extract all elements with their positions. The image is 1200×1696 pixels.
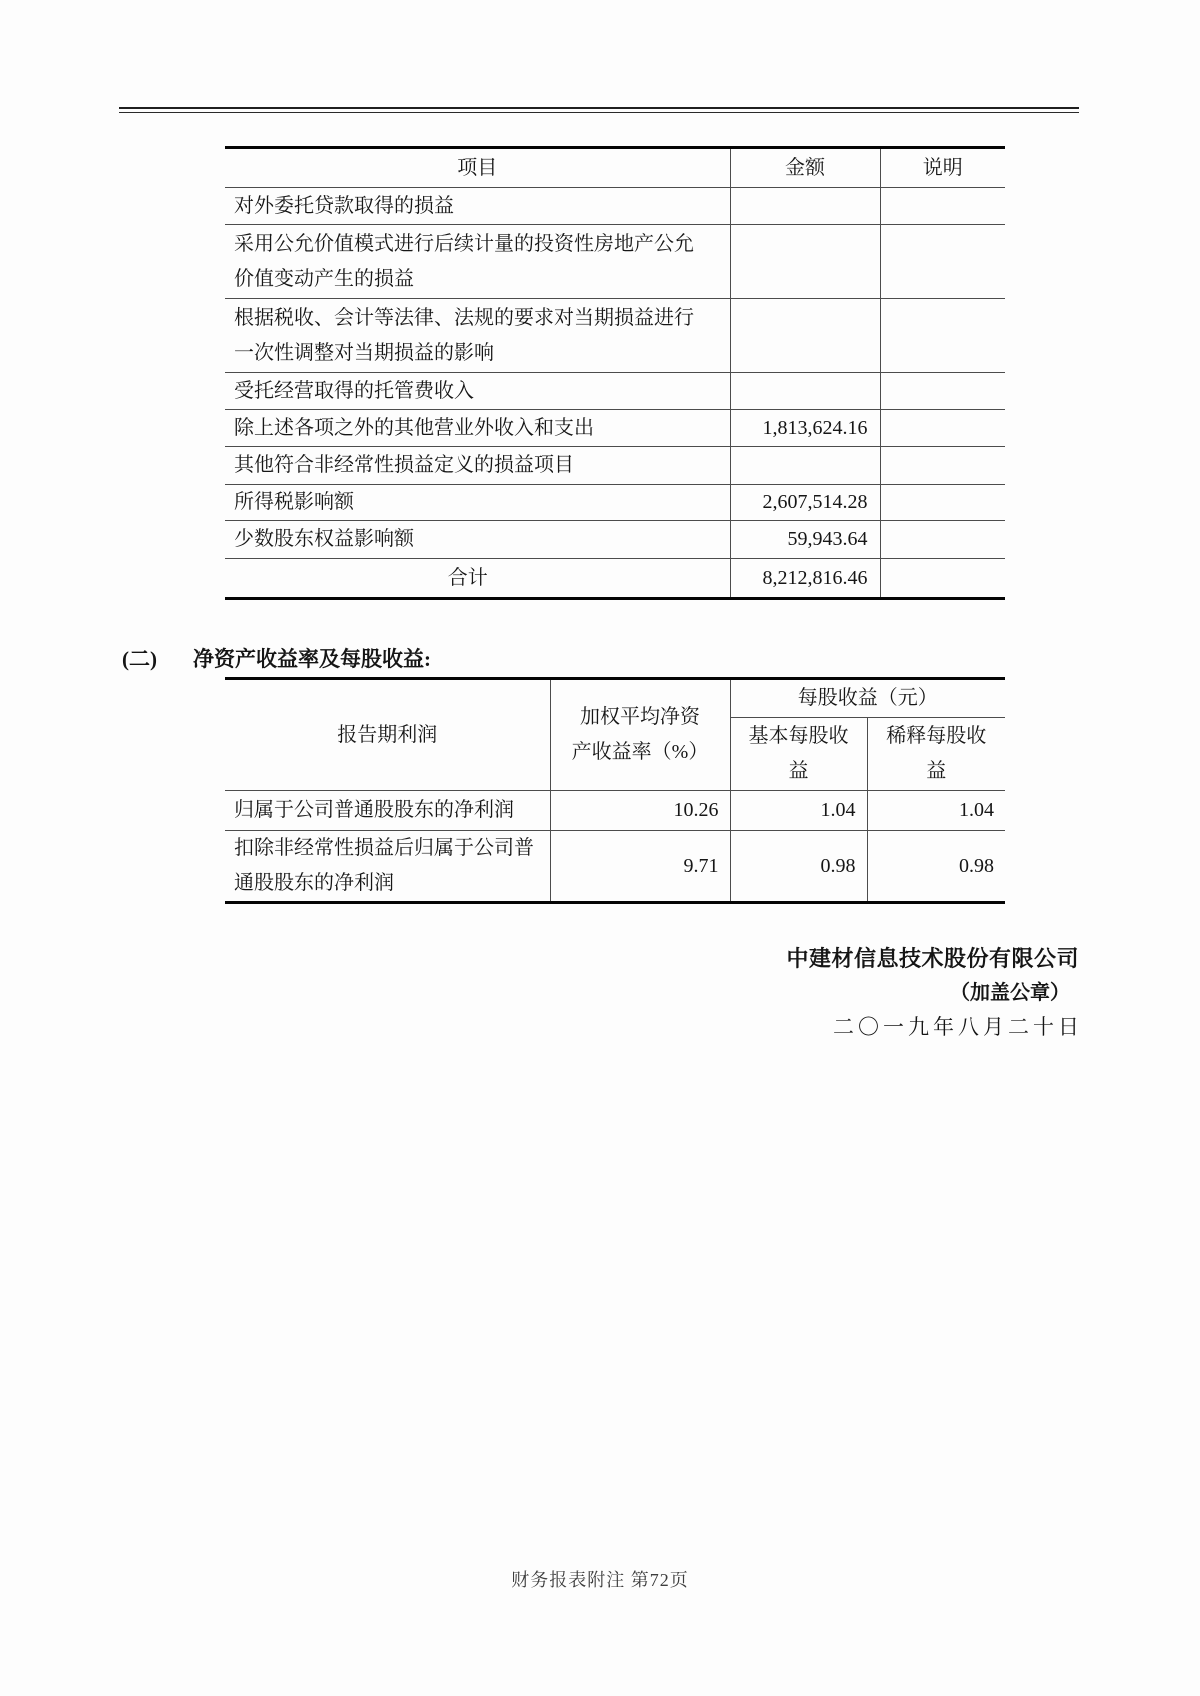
row-note [880, 410, 1005, 447]
row-item-label: 其他符合非经常性损益定义的损益项目 [225, 447, 730, 485]
group-header-eps: 每股收益（元） [730, 679, 1005, 718]
signature-date: 二〇一九年八月二十日 [833, 1015, 1083, 1039]
row-note [880, 521, 1005, 559]
signature-block [786, 942, 1083, 1044]
row-item-label: 归属于公司普通股股东的净利润 [225, 791, 550, 831]
total-label: 合计 [225, 559, 730, 599]
row-diluted-eps-value: 1.04 [867, 791, 1005, 831]
section-index: (二) [122, 647, 157, 671]
row-note [880, 485, 1005, 521]
roe-eps-table [225, 677, 1005, 904]
row-basic-eps-value: 1.04 [730, 791, 867, 831]
row-amount [730, 225, 880, 299]
table-row [225, 791, 1005, 831]
column-header-diluted-eps: 稀释每股收益 [867, 718, 1005, 791]
row-amount: 59,943.64 [730, 521, 880, 559]
row-item-label: 扣除非经常性损益后归属于公司普通股股东的净利润 [225, 831, 550, 903]
section-heading [122, 645, 431, 673]
row-diluted-eps-value: 0.98 [959, 854, 994, 877]
column-header-report-period-profit: 报告期利润 [225, 679, 550, 791]
row-item-label: 所得税影响额 [225, 485, 730, 521]
table-row [225, 410, 1005, 447]
row-roe-value: 10.26 [550, 791, 730, 831]
table-row [225, 831, 1005, 903]
table-row [225, 373, 1005, 410]
row-amount [730, 373, 880, 410]
row-note [880, 559, 1005, 599]
row-item-label: 除上述各项之外的其他营业外收入和支出 [225, 410, 730, 447]
table-row [225, 521, 1005, 559]
row-item-label: 受托经营取得的托管费收入 [225, 373, 730, 410]
page-header-rule [119, 107, 1079, 113]
seal-note: （加盖公章） [950, 982, 1070, 1004]
non-recurring-items-table [225, 146, 1005, 600]
row-item-label: 对外委托贷款取得的损益 [225, 188, 730, 225]
table-row [225, 485, 1005, 521]
row-note [880, 447, 1005, 485]
row-amount [730, 447, 880, 485]
table-header-row [225, 148, 1005, 188]
row-amount [730, 188, 880, 225]
table-row [225, 188, 1005, 225]
row-amount: 2,607,514.28 [730, 485, 880, 521]
table-row [225, 225, 1005, 299]
row-item-label: 采用公允价值模式进行后续计量的投资性房地产公允价值变动产生的损益 [225, 225, 730, 299]
row-note [880, 373, 1005, 410]
row-note [880, 299, 1005, 373]
table-row [225, 447, 1005, 485]
total-amount: 8,212,816.46 [730, 559, 880, 599]
column-header-item: 项目 [225, 148, 730, 188]
company-name: 中建材信息技术股份有限公司 [786, 946, 1079, 971]
row-amount [730, 299, 880, 373]
table-total-row [225, 559, 1005, 599]
row-item-label: 少数股东权益影响额 [225, 521, 730, 559]
column-header-weighted-roe: 加权平均净资产收益率（%） [550, 679, 730, 791]
row-note [880, 225, 1005, 299]
table-header-row [225, 679, 1005, 718]
column-header-basic-eps: 基本每股收益 [730, 718, 867, 791]
column-header-amount: 金额 [730, 148, 880, 188]
row-basic-eps-value: 0.98 [730, 831, 867, 903]
row-roe-value: 9.71 [550, 831, 730, 903]
section-title: 净资产收益率及每股收益: [193, 647, 431, 671]
column-header-note: 说明 [880, 148, 1005, 188]
page-footer: 财务报表附注 第72页 [511, 1570, 689, 1590]
table-row [225, 299, 1005, 373]
row-item-label: 根据税收、会计等法律、法规的要求对当期损益进行一次性调整对当期损益的影响 [225, 299, 730, 373]
row-note [880, 188, 1005, 225]
row-amount: 1,813,624.16 [730, 410, 880, 447]
